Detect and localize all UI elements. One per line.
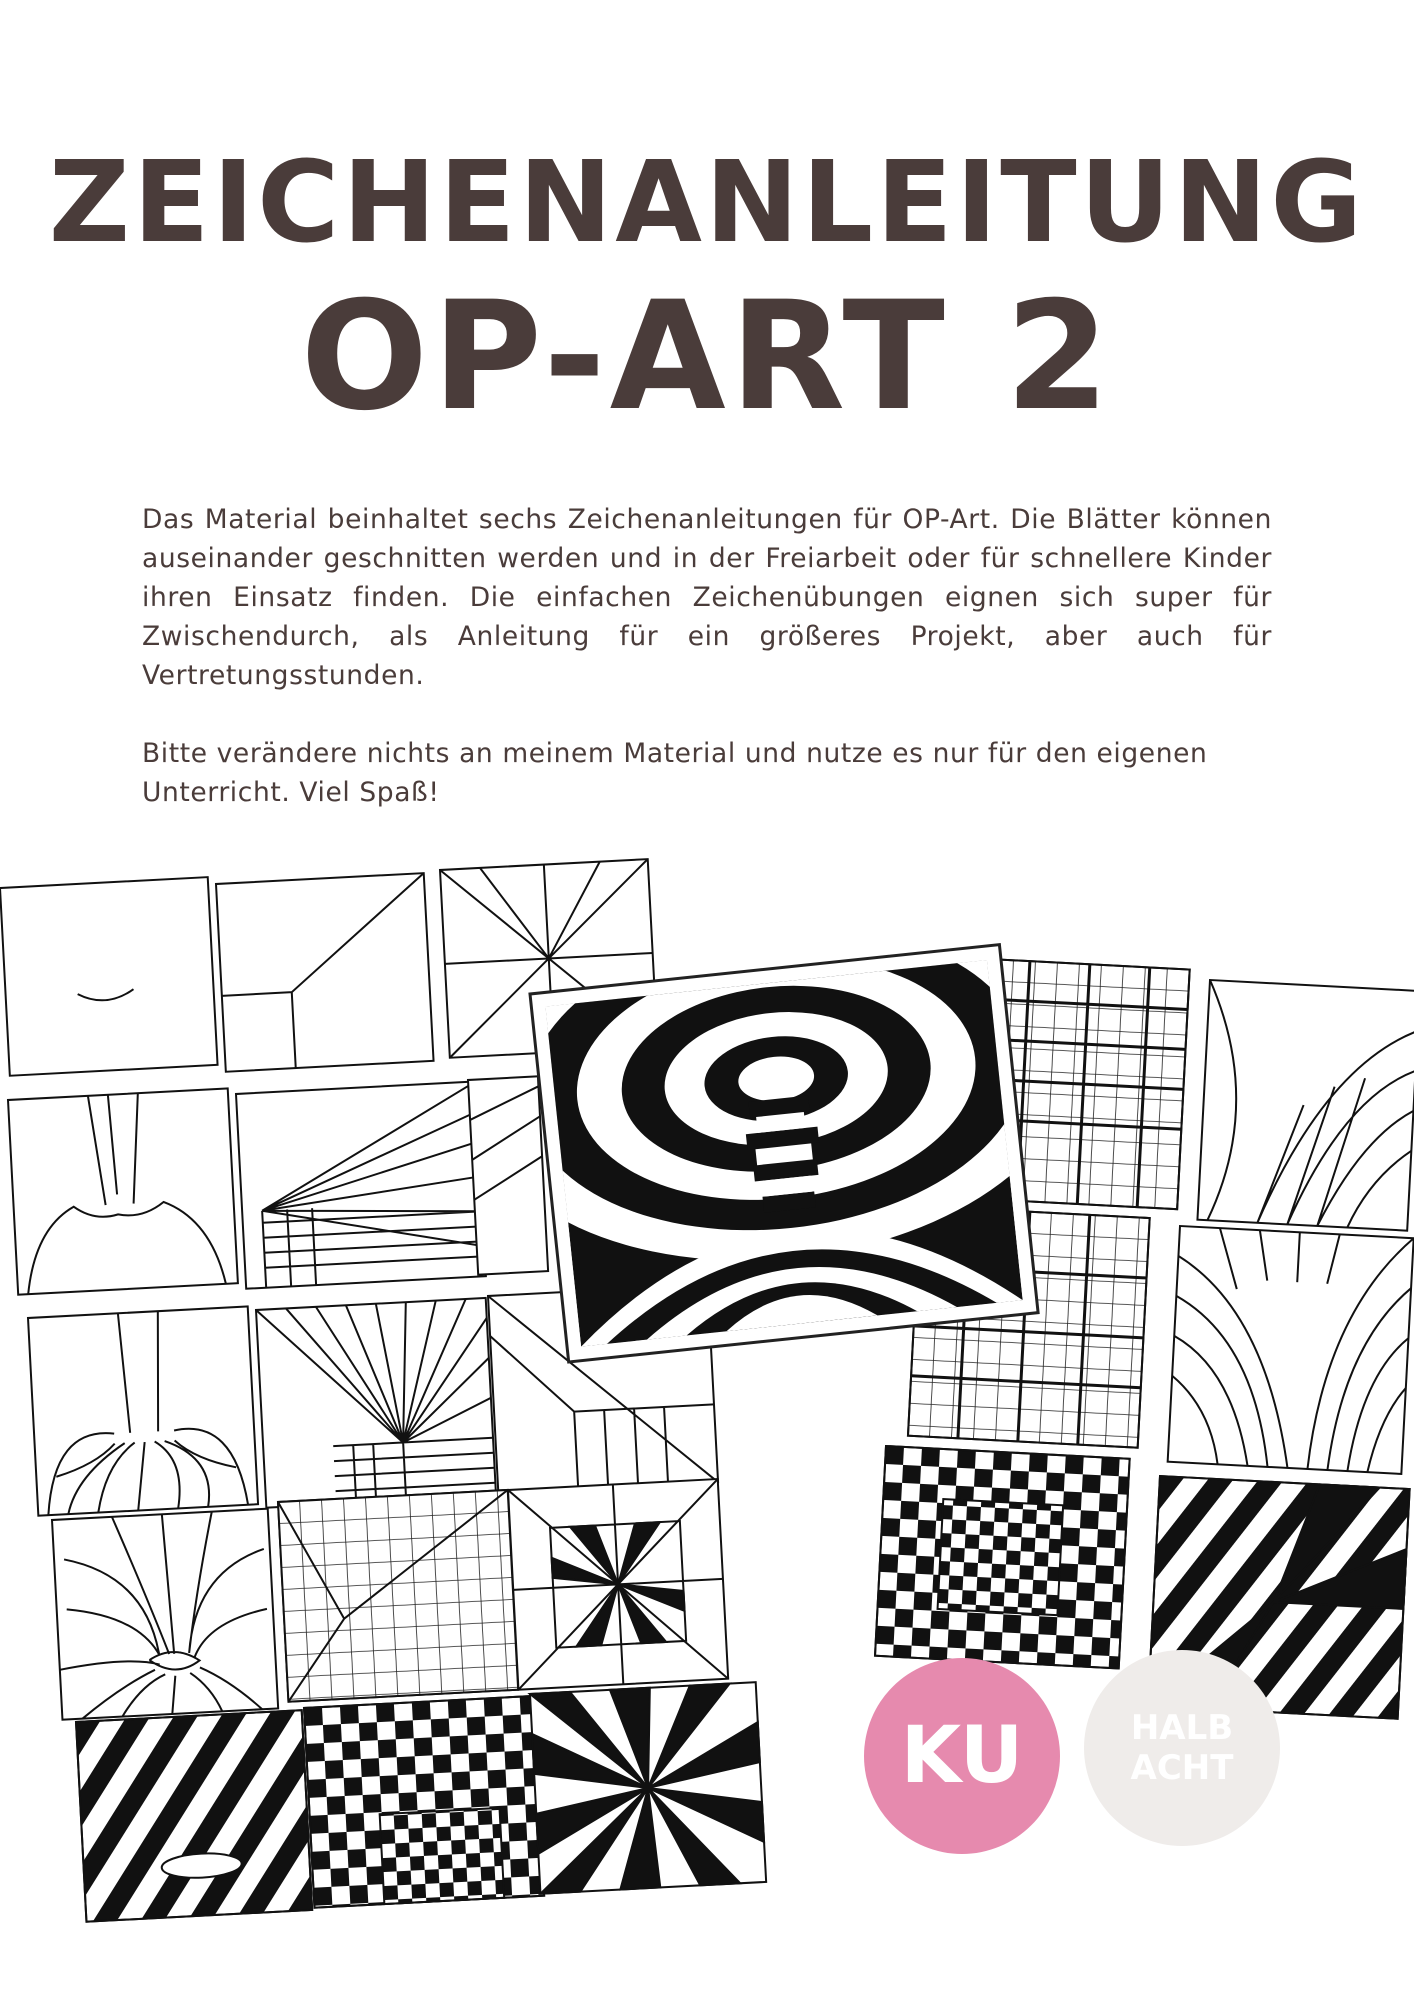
step-panel [236, 1081, 486, 1288]
step-panel [8, 1088, 238, 1294]
usage-note-paragraph: Bitte verändere nichts an meinem Material und nutze es nur für den eigenen Unterricht. Viel Spaß! [142, 738, 1208, 808]
step-panel [468, 1076, 548, 1274]
example-panel [875, 1446, 1130, 1668]
halbacht-logo-badge [1084, 1650, 1280, 1846]
step-panel [28, 1306, 258, 1515]
intro-paragraph: Das Material beinhaltet sechs Zeichenanleitungen für OP-Art. Die Blätter können auseinander geschnitten werden und in der Freiarbeit oder für schnellere Kinder ihren Einsatz finden. Die einfachen Zeichenübungen eignen sich super für Zwischendurch, als Anleitung für ein größeres Projekt, aber auch für Vertretungsstunden. [142, 504, 1272, 691]
ku-logo-badge [864, 1658, 1060, 1854]
halbacht-logo-line2: ACHT [1130, 1748, 1234, 1788]
step-panel [0, 877, 218, 1076]
ku-logo-text: KU [900, 1711, 1024, 1801]
step-panel [216, 873, 434, 1072]
step-panel [1168, 1226, 1414, 1474]
example-panel [304, 1696, 544, 1908]
step-panel [278, 1490, 518, 1702]
example-panel [530, 1682, 766, 1894]
step-panel [52, 1509, 278, 1720]
title-line-2: OP-ART 2 [300, 270, 1114, 444]
step-panel [1197, 980, 1414, 1231]
title-line-1: ZEICHENANLEITUNG [48, 138, 1366, 268]
step-panel [508, 1479, 728, 1690]
example-panel [76, 1710, 312, 1922]
step-panel [256, 1298, 496, 1508]
halbacht-logo-line1: HALB [1130, 1708, 1234, 1748]
